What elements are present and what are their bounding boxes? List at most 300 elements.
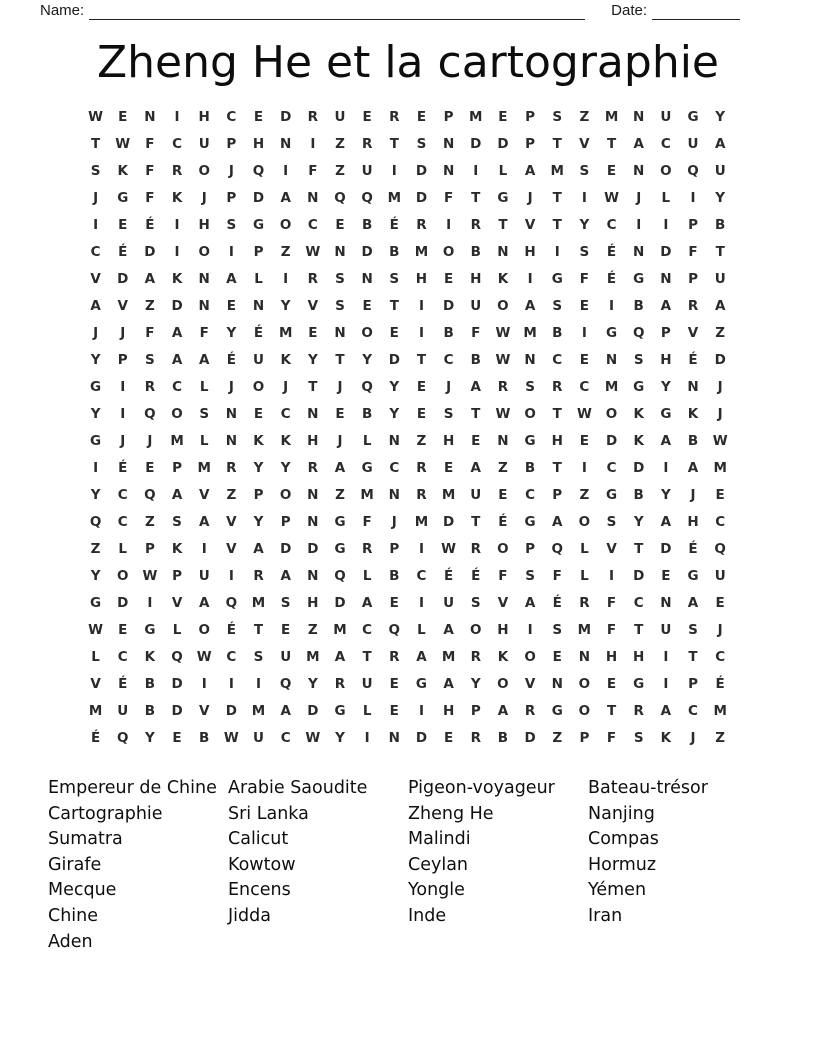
grid-letter: Q (116, 729, 129, 746)
grid-letter: P (280, 513, 291, 530)
grid-letter: W (305, 729, 321, 746)
grid-letter: Y (253, 513, 264, 530)
grid-letter: B (524, 459, 536, 476)
grid-letter: Q (144, 405, 156, 422)
grid-letter: A (470, 378, 481, 395)
grid-letter: F (362, 513, 372, 530)
word-list-item: Malindi (408, 829, 471, 850)
grid-letter: E (443, 729, 454, 746)
grid-letter: O (361, 324, 373, 341)
grid-letter: U (470, 486, 482, 503)
grid-row (82, 103, 734, 130)
date-blank-field[interactable] (652, 3, 740, 20)
grid-letter: C (443, 351, 454, 368)
grid-letter: Y (389, 405, 400, 422)
grid-letter: M (604, 378, 619, 395)
grid-letter: B (497, 729, 509, 746)
grid-letter: É (606, 243, 617, 260)
grid-letter: Z (144, 513, 155, 530)
grid-letter: P (552, 486, 563, 503)
grid-letter: S (633, 729, 644, 746)
grid-letter: G (497, 189, 509, 206)
grid-letter: A (660, 297, 672, 314)
grid-letter: I (636, 216, 642, 233)
grid-letter: C (280, 729, 291, 746)
grid-letter: B (443, 324, 454, 341)
grid-letter: Q (551, 540, 563, 557)
grid-letter: T (552, 189, 562, 206)
grid-letter: D (171, 702, 183, 719)
grid-letter: T (552, 405, 562, 422)
grid-letter: O (578, 513, 591, 530)
grid-letter: B (389, 243, 400, 260)
grid-letter: C (307, 216, 318, 233)
grid-letter: J (120, 324, 126, 341)
grid-letter: O (660, 162, 672, 179)
grid-letter: J (337, 378, 343, 395)
grid-letter: P (579, 729, 590, 746)
grid-letter: C (226, 648, 237, 665)
grid-letter: C (633, 594, 644, 611)
grid-letter: R (226, 459, 237, 476)
grid-letter: T (362, 648, 372, 665)
grid-letter: G (551, 270, 563, 287)
grid-letter: P (226, 189, 237, 206)
grid-letter: M (604, 108, 619, 125)
grid-letter: E (661, 567, 671, 584)
grid-letter: O (279, 486, 292, 503)
grid-letter: H (415, 270, 428, 287)
grid-letter: T (90, 135, 101, 152)
grid-letter: G (415, 675, 427, 692)
grid-letter: N (144, 108, 156, 125)
grid-letter: S (606, 513, 617, 530)
grid-letter: N (497, 432, 509, 449)
grid-letter: S (172, 513, 182, 530)
grid-letter: R (470, 729, 481, 746)
word-list-item: Girafe (48, 854, 102, 875)
grid-letter: D (307, 702, 319, 719)
grid-letter: N (388, 486, 400, 503)
grid-letter: I (174, 243, 180, 260)
grid-letter: L (362, 567, 372, 584)
grid-letter: B (633, 297, 644, 314)
grid-letter: A (361, 594, 373, 611)
grid-letter: N (307, 567, 319, 584)
grid-letter: R (361, 135, 373, 152)
grid-letter: B (687, 432, 699, 449)
grid-letter: A (633, 135, 644, 152)
grid-letter: M (414, 243, 429, 260)
grid-letter: L (580, 540, 589, 557)
grid-letter: D (714, 351, 726, 368)
grid-letter: E (253, 108, 264, 125)
grid-letter: S (145, 351, 155, 368)
grid-letter: T (389, 297, 399, 314)
word-list-column (588, 776, 768, 955)
grid-letter: L (362, 432, 372, 449)
grid-letter: Z (715, 729, 726, 746)
grid-letter: S (470, 594, 481, 611)
grid-letter: F (552, 567, 562, 584)
grid-letter: A (416, 648, 427, 665)
grid-letter: E (362, 108, 372, 125)
grid-letter: A (171, 324, 183, 341)
grid-letter: H (551, 432, 563, 449)
grid-letter: É (145, 216, 155, 233)
grid-letter: E (715, 594, 725, 611)
grid-letter: I (663, 216, 669, 233)
grid-letter: V (606, 540, 617, 557)
grid-letter: F (498, 567, 508, 584)
grid-letter: H (442, 702, 455, 719)
grid-letter: F (471, 324, 481, 341)
word-list-item: Yongle (408, 880, 465, 901)
grid-letter: E (715, 486, 725, 503)
grid-letter: I (201, 540, 207, 557)
grid-letter: D (307, 540, 319, 557)
grid-letter: U (280, 648, 292, 665)
grid-letter: Q (334, 567, 346, 584)
grid-letter: M (441, 486, 456, 503)
grid-letter: D (171, 675, 183, 692)
grid-letter: S (579, 162, 590, 179)
grid-letter: Y (470, 675, 481, 692)
grid-letter: I (228, 675, 234, 692)
grid-letter: K (280, 432, 291, 449)
grid-letter: D (280, 540, 292, 557)
grid-letter: N (361, 270, 373, 287)
word-search-grid (82, 103, 734, 751)
grid-letter: J (337, 432, 343, 449)
grid-letter: R (253, 567, 264, 584)
grid-row (82, 454, 734, 481)
grid-letter: N (307, 189, 319, 206)
grid-letter: T (471, 405, 481, 422)
grid-letter: E (335, 405, 345, 422)
grid-letter: I (527, 621, 533, 638)
grid-letter: G (606, 324, 618, 341)
grid-letter: U (334, 108, 346, 125)
grid-letter: M (469, 108, 483, 125)
grid-letter: Q (714, 540, 726, 557)
grid-letter: A (660, 513, 672, 530)
grid-letter: A (524, 297, 536, 314)
grid-letter: Q (252, 162, 265, 179)
grid-letter: N (442, 135, 455, 152)
grid-letter: M (577, 621, 592, 638)
grid-letter: M (170, 432, 184, 449)
grid-letter: K (687, 405, 699, 422)
grid-letter: H (307, 594, 319, 611)
grid-letter: V (226, 540, 237, 557)
grid-letter: Y (253, 459, 264, 476)
grid-letter: U (117, 702, 129, 719)
grid-letter: H (307, 432, 319, 449)
grid-letter: E (579, 297, 589, 314)
grid-letter: M (550, 162, 564, 179)
word-list-item: Yémen (588, 880, 647, 901)
grid-letter: Y (389, 378, 400, 395)
grid-letter: N (687, 378, 699, 395)
grid-letter: C (117, 513, 128, 530)
grid-letter: E (172, 729, 182, 746)
grid-letter: É (253, 324, 264, 341)
grid-letter: U (253, 351, 264, 368)
grid-letter: B (470, 351, 481, 368)
grid-letter: P (389, 540, 400, 557)
grid-letter: J (147, 432, 153, 449)
grid-letter: T (606, 702, 617, 719)
grid-letter: R (171, 162, 183, 179)
grid-letter: P (144, 540, 155, 557)
grid-letter: A (198, 351, 210, 368)
grid-letter: K (117, 162, 128, 179)
grid-letter: N (334, 243, 346, 260)
grid-letter: I (663, 648, 669, 665)
grid-letter: J (690, 486, 696, 503)
grid-letter: R (361, 540, 373, 557)
grid-letter: O (198, 243, 210, 260)
grid-letter: I (120, 405, 126, 422)
grid-letter: J (527, 189, 533, 206)
grid-letter: L (417, 621, 426, 638)
grid-letter: I (446, 216, 452, 233)
grid-letter: R (497, 378, 509, 395)
grid-letter: J (717, 405, 723, 422)
grid-letter: B (361, 405, 373, 422)
grid-letter: G (606, 486, 618, 503)
grid-letter: L (254, 270, 263, 287)
grid-letter: N (225, 405, 238, 422)
grid-letter: K (171, 270, 183, 287)
grid-letter: I (609, 297, 615, 314)
grid-letter: U (660, 108, 672, 125)
grid-letter: T (471, 189, 481, 206)
grid-letter: C (117, 648, 128, 665)
grid-letter: Z (335, 162, 345, 179)
grid-letter: V (90, 270, 101, 287)
grid-letter: Z (144, 297, 155, 314)
grid-letter: Y (335, 729, 345, 746)
grid-letter: H (252, 135, 265, 152)
grid-row (82, 346, 734, 373)
grid-letter: I (283, 162, 289, 179)
grid-letter: H (687, 513, 699, 530)
grid-letter: C (552, 351, 563, 368)
grid-letter: N (660, 594, 672, 611)
grid-letter: C (416, 567, 427, 584)
grid-letter: J (201, 189, 207, 206)
grid-letter: V (524, 216, 536, 233)
grid-row (82, 616, 734, 643)
grid-letter: G (334, 540, 346, 557)
grid-letter: I (690, 189, 696, 206)
grid-letter: K (660, 729, 672, 746)
grid-letter: S (335, 270, 345, 287)
grid-letter: Y (307, 351, 318, 368)
grid-letter: K (497, 270, 509, 287)
word-list-item: Hormuz (588, 854, 657, 875)
grid-letter: E (579, 432, 589, 449)
grid-letter: O (279, 216, 292, 233)
grid-row (82, 319, 734, 346)
grid-letter: R (307, 459, 319, 476)
grid-letter: V (171, 594, 183, 611)
word-list-item: Nanjing (588, 803, 655, 824)
grid-letter: O (497, 540, 509, 557)
grid-letter: É (226, 351, 236, 368)
word-list-item: Empereur de Chine (48, 778, 217, 798)
grid-letter: I (174, 108, 180, 125)
grid-letter: U (660, 621, 672, 638)
grid-letter: O (442, 243, 455, 260)
grid-letter: V (226, 513, 237, 530)
grid-letter: M (197, 459, 211, 476)
grid-letter: C (715, 648, 726, 665)
grid-letter: M (387, 189, 402, 206)
grid-letter: C (688, 702, 698, 719)
grid-letter: V (117, 297, 128, 314)
grid-letter: É (606, 270, 617, 287)
grid-letter: V (307, 297, 319, 314)
grid-letter: C (280, 405, 291, 422)
grid-letter: D (334, 594, 346, 611)
grid-letter: E (416, 405, 427, 422)
grid-letter: O (497, 675, 509, 692)
name-label: Name: (40, 2, 85, 19)
grid-letter: M (251, 702, 266, 719)
grid-letter: D (660, 540, 672, 557)
grid-letter: W (88, 108, 104, 125)
grid-letter: F (145, 162, 155, 179)
grid-letter: P (660, 324, 671, 341)
grid-letter: T (715, 243, 725, 260)
grid-letter: T (688, 648, 698, 665)
grid-letter: F (579, 270, 589, 287)
grid-letter: N (198, 270, 210, 287)
grid-letter: U (443, 594, 455, 611)
grid-letter: D (361, 243, 373, 260)
grid-letter: R (389, 648, 400, 665)
grid-letter: K (633, 405, 644, 422)
grid-letter: A (470, 459, 481, 476)
grid-letter: S (389, 270, 400, 287)
grid-letter: F (145, 135, 155, 152)
grid-letter: I (609, 567, 615, 584)
grid-letter: E (498, 108, 508, 125)
grid-letter: U (470, 297, 482, 314)
grid-letter: C (117, 486, 128, 503)
date-label: Date: (611, 2, 647, 19)
grid-letter: Q (632, 324, 645, 341)
grid-letter: É (118, 459, 128, 476)
grid-letter: A (198, 594, 210, 611)
grid-letter: G (687, 567, 699, 584)
grid-letter: T (606, 135, 617, 152)
grid-letter: I (310, 135, 316, 152)
grid-row (82, 292, 734, 319)
grid-letter: Y (715, 108, 726, 125)
grid-letter: E (389, 675, 399, 692)
grid-letter: A (280, 702, 291, 719)
grid-letter: W (115, 135, 131, 152)
word-list-item: Mecque (48, 880, 117, 901)
grid-letter: E (416, 108, 427, 125)
grid-letter: G (90, 378, 102, 395)
grid-letter: L (199, 432, 209, 449)
grid-letter: O (497, 297, 509, 314)
grid-letter: N (442, 162, 455, 179)
grid-letter: Z (416, 432, 427, 449)
grid-letter: I (418, 594, 424, 611)
grid-letter: D (633, 459, 645, 476)
grid-letter: W (604, 189, 619, 206)
grid-letter: S (525, 378, 535, 395)
grid-letter: I (473, 162, 479, 179)
grid-letter: F (606, 621, 617, 638)
grid-letter: K (280, 351, 291, 368)
grid-letter: B (144, 702, 156, 719)
grid-letter: D (660, 243, 672, 260)
grid-letter: G (633, 675, 645, 692)
grid-letter: T (552, 459, 562, 476)
grid-letter: E (416, 378, 427, 395)
grid-letter: D (415, 729, 428, 746)
grid-letter: S (552, 621, 563, 638)
grid-letter: U (361, 675, 373, 692)
grid-letter: D (225, 702, 237, 719)
grid-row (82, 130, 734, 157)
grid-letter: Y (633, 513, 644, 530)
word-list-item: Chine (48, 905, 99, 926)
grid-letter: A (687, 594, 699, 611)
grid-letter: Y (90, 567, 101, 584)
name-blank-field[interactable] (89, 3, 585, 20)
grid-letter: I (418, 324, 424, 341)
grid-letter: T (253, 621, 264, 638)
grid-letter: T (498, 216, 508, 233)
word-list-item: Zheng He (408, 803, 494, 824)
grid-letter: A (687, 459, 699, 476)
grid-letter: G (524, 432, 536, 449)
grid-letter: U (361, 162, 373, 179)
grid-letter: A (253, 540, 264, 557)
grid-letter: E (335, 216, 345, 233)
grid-letter: V (90, 675, 101, 692)
grid-letter: D (171, 297, 183, 314)
grid-letter: Y (715, 189, 726, 206)
grid-letter: D (497, 135, 509, 152)
grid-letter: V (524, 675, 536, 692)
grid-letter: M (251, 594, 266, 611)
grid-letter: I (256, 675, 262, 692)
grid-letter: M (713, 702, 727, 719)
grid-letter: U (198, 135, 210, 152)
grid-letter: U (687, 135, 699, 152)
grid-letter: N (524, 351, 536, 368)
grid-letter: R (416, 486, 427, 503)
grid-letter: E (606, 162, 617, 179)
grid-letter: A (524, 594, 536, 611)
grid-letter: A (171, 486, 183, 503)
grid-letter: N (225, 432, 238, 449)
grid-letter: J (636, 189, 642, 206)
grid-letter: É (443, 567, 454, 584)
grid-letter: C (172, 378, 182, 395)
grid-letter: A (660, 702, 672, 719)
grid-letter: W (196, 648, 212, 665)
